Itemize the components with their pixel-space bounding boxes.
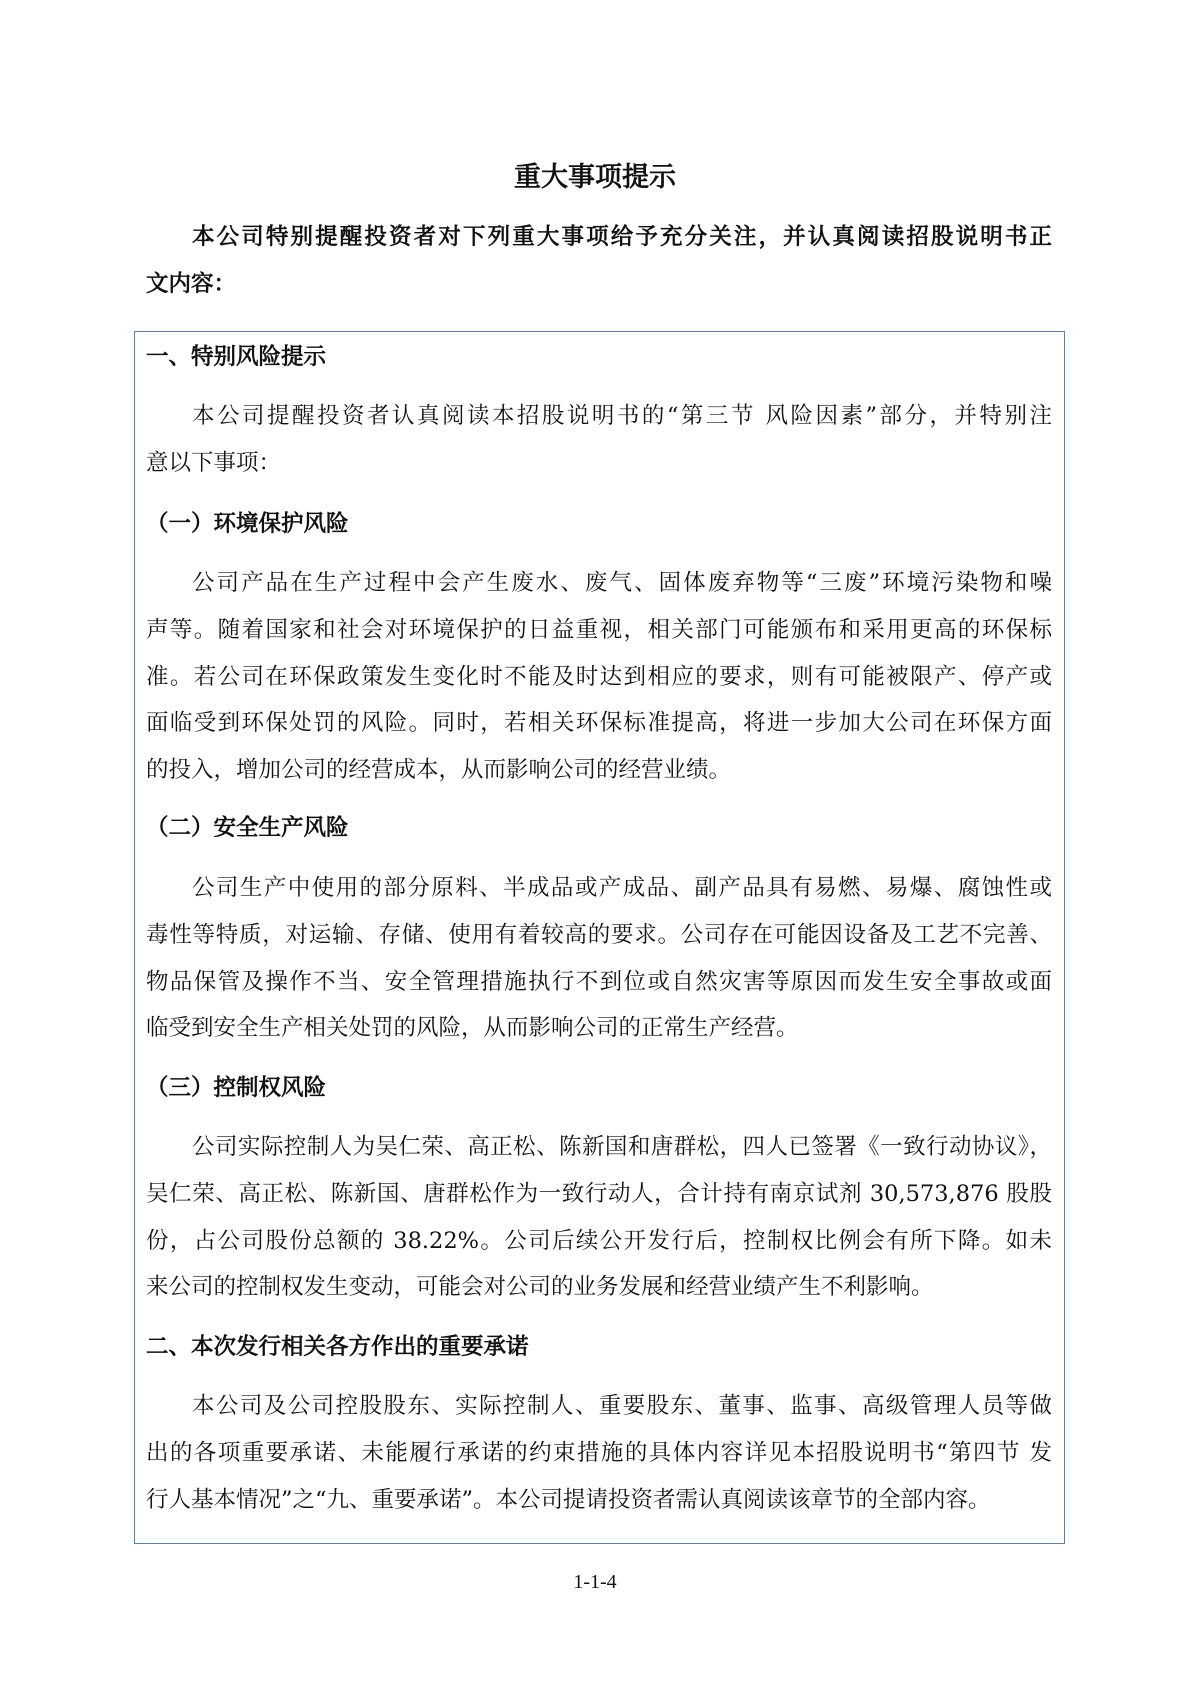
section2-paragraph [146,1383,1052,1523]
text-line: 公司产品在生产过程中会产生废水、废气、固体废弃物等“三废”环境污染物和噪 [192,570,1052,596]
heading-text: （一）环境保护风险 [146,511,349,537]
text-line: 本公司提醒投资者认真阅读本招股说明书的“第三节 风险因素”部分，并特别注 [192,403,1052,429]
text-line: 物品保管及操作不当、安全管理措施执行不到位或自然灾害等原因而发生安全事故或面 [146,968,1052,995]
heading-text: 一、特别风险提示 [146,344,327,370]
text-line: 声等。随着国家和社会对环境保护的日益重视，相关部门可能颁布和采用更高的环保标 [146,616,1052,643]
text-line: 面临受到环保处罚的风险。同时，若相关环保标准提高，将进一步加大公司在环保方面 [146,710,1052,737]
text-line: 毒性等特质，对运输、存储、使用有着较高的要求。公司存在可能因设备及工艺不完善、 [146,921,1052,948]
heading-text: 二、本次发行相关各方作出的重要承诺 [146,1334,529,1360]
text-line: 行人基本情况”之“九、重要承诺”。本公司提请投资者需认真阅读该章节的全部内容。 [146,1486,991,1513]
text-line: 本公司特别提醒投资者对下列重大事项给予充分关注，并认真阅读招股说明书正 [192,224,1052,250]
text-line: 来公司的控制权发生变动，可能会对公司的业务发展和经营业绩产生不利影响。 [146,1274,934,1301]
text-line: 准。若公司在环保政策发生变化时不能及时达到相应的要求，则有可能被限产、停产或 [146,663,1052,690]
item1-paragraph [146,560,1052,794]
text-line: 文内容： [146,270,237,297]
text-line: 吴仁荣、高正松、陈新国、唐群松作为一致行动人，合计持有南京试剂 30,573,876 股股 [146,1180,1052,1207]
text-line: 公司实际控制人为吴仁荣、高正松、陈新国和唐群松，四人已签署《一致行动协议》， [192,1134,1052,1160]
section1-paragraph [146,393,1052,487]
item1-heading [146,501,1052,548]
page-number: 1-1-4 [573,1571,617,1593]
item3-paragraph [146,1124,1052,1311]
section2-heading [146,1324,1052,1371]
heading-text: （三）控制权风险 [146,1075,327,1101]
text-line: 出的各项重要承诺、未能履行承诺的约束措施的具体内容详见本招股说明书“第四节 发 [146,1439,1052,1466]
item2-paragraph [146,865,1052,1052]
text-line: 意以下事项： [146,449,282,476]
text-line: 本公司及公司控股股东、实际控制人、重要股东、董事、监事、高级管理人员等做 [192,1393,1052,1419]
text-line: 临受到安全生产相关处罚的风险，从而影响公司的正常生产经营。 [146,1015,799,1042]
text-line: 公司生产中使用的部分原料、半成品或产成品、副产品具有易燃、易爆、腐蚀性或 [192,875,1052,901]
intro-paragraph [146,214,1052,308]
text-line: 份，占公司股份总额的 38.22%。公司后续公开发行后，控制权比例会有所下降。如未 [146,1227,1052,1254]
page-title: 重大事项提示 [514,162,676,193]
item2-heading [146,805,1052,852]
section1-heading [146,334,1052,381]
item3-heading [146,1065,1052,1112]
text-line: 的投入，增加公司的经营成本，从而影响公司的经营业绩。 [146,757,732,784]
heading-text: （二）安全生产风险 [146,815,349,841]
